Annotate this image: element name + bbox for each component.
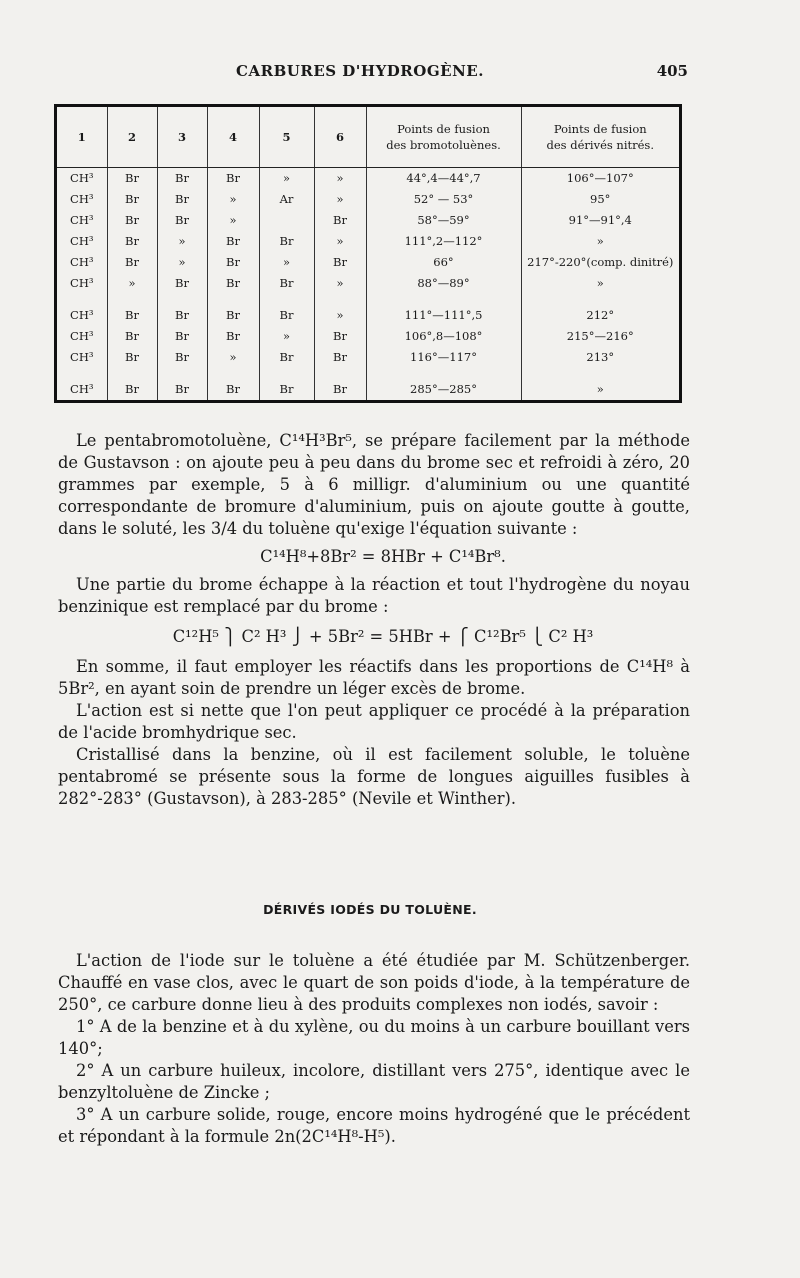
- table-row-gap: [57, 368, 679, 379]
- table-row: [57, 305, 679, 326]
- table-row: [57, 273, 679, 294]
- table-cell-c1: CH³: [70, 254, 94, 269]
- table-cell-melt: 88°—89°: [366, 273, 521, 294]
- table-cell-c6: Br: [314, 326, 366, 347]
- table-cell-c5: Br: [259, 347, 314, 368]
- table-cell-c4: Br: [207, 231, 259, 252]
- table-cell-c1: CH³: [70, 233, 94, 248]
- table-row: [57, 379, 679, 400]
- table-cell-nitro: »: [521, 379, 679, 400]
- table-cell-c3: Br: [157, 305, 207, 326]
- table-cell-c6: »: [314, 231, 366, 252]
- table-row: [57, 252, 679, 273]
- table-cell-melt: 58°—59°: [366, 210, 521, 231]
- table-cell-melt: 111°,2—112°: [366, 231, 521, 252]
- table-cell-c6: Br: [314, 379, 366, 400]
- table-cell-c1: CH³: [70, 192, 94, 207]
- table-cell-c5: Ar: [259, 189, 314, 210]
- table-cell-c6: »: [314, 273, 366, 294]
- nitro-point-header: [521, 107, 679, 168]
- table-row: [57, 231, 679, 252]
- table-cell-c3: Br: [157, 326, 207, 347]
- table-cell-c4: Br: [207, 326, 259, 347]
- table-cell-c3: »: [157, 252, 207, 273]
- table-cell-c5: Br: [259, 273, 314, 294]
- table-cell-c5: [259, 210, 314, 231]
- table-cell-c3: Br: [157, 347, 207, 368]
- table-cell-c1: CH³: [70, 349, 94, 364]
- paragraph-pentabromotoluene: Le pentabromotoluène, C¹⁴H³Br⁵, se prépare facilement par la méthode de Gustavson : on ajoute peu à peu dans du brome sec et refroidi à zéro, 20 grammes par exemple, 5 à 6 milligr. d'aluminium ou une quantité correspondante de bromure d'aluminium, puis on ajoute goutte à goutte, dans le soluté, les 3/4 du toluène qu'exige l'équation suivante :: [58, 431, 690, 538]
- table-cell-c3: Br: [157, 168, 207, 190]
- table-cell-c4: »: [207, 189, 259, 210]
- table-cell-c2: Br: [107, 326, 157, 347]
- table-row: [57, 189, 679, 210]
- table-cell-nitro: 95°: [521, 189, 679, 210]
- table-cell-nitro: 217°-220°(comp. dinitré): [521, 252, 679, 273]
- table-cell-c5: Br: [259, 231, 314, 252]
- section-heading: DÉRIVÉS IODÉS DU TOLUÈNE.: [263, 902, 477, 917]
- melting-header-line2: des bromotoluènes.: [386, 138, 501, 152]
- table-cell-nitro: »: [521, 231, 679, 252]
- table-cell-c3: Br: [157, 273, 207, 294]
- page-header: [0, 62, 800, 86]
- paragraph-crystallization: Cristallisé dans la benzine, où il est facilement soluble, le toluène pentabromé se présente sous la forme de longues aiguilles fusibles à 282°-283° (Gustavson), à 283-285° (Nevile et Winther).: [58, 745, 690, 808]
- running-title: CARBURES D'HYDROGÈNE.: [236, 62, 484, 80]
- table-header-row: [57, 107, 679, 168]
- table-cell-nitro: 212°: [521, 305, 679, 326]
- paragraph-iodine: L'action de l'iode sur le toluène a été étudiée par M. Schützenberger. Chauffé en vase clos, avec le quart de son poids d'iode, à la température de 250°, ce carbure donne lieu à des produits complexes non iodés, savoir :: [58, 951, 690, 1014]
- table-cell-c2: Br: [107, 305, 157, 326]
- table-cell-c4: Br: [207, 305, 259, 326]
- table-cell-melt: 285°—285°: [366, 379, 521, 400]
- bromotoluene-table: [54, 104, 682, 403]
- table-cell-c6: Br: [314, 210, 366, 231]
- table-cell-c5: »: [259, 252, 314, 273]
- iodine-section-text: [58, 950, 690, 1148]
- table-cell-melt: 44°,4—44°,7: [366, 168, 521, 190]
- equation-2: C¹²H⁵ ⎫ C² H³ ⎭ + 5Br² = 5HBr + ⎧ C¹²Br⁵ ⎩ C² H³: [172, 627, 594, 646]
- table-cell-nitro: 215°—216°: [521, 326, 679, 347]
- col-header-3: 3: [157, 107, 207, 168]
- table-cell-c1: CH³: [70, 382, 94, 397]
- table-cell-c5: »: [259, 168, 314, 190]
- table-cell-nitro: »: [521, 273, 679, 294]
- melting-header-line1: Points de fusion: [397, 122, 490, 136]
- table-row: [57, 347, 679, 368]
- table-cell-c5: Br: [259, 379, 314, 400]
- paragraph-action: L'action est si nette que l'on peut appliquer ce procédé à la préparation de l'acide bromhydrique sec.: [58, 701, 690, 742]
- col-header-6: 6: [314, 107, 366, 168]
- table-cell-melt: 111°—111°,5: [366, 305, 521, 326]
- col-header-4: 4: [207, 107, 259, 168]
- table-cell-c4: Br: [207, 252, 259, 273]
- table-row: [57, 168, 679, 190]
- table-cell-c1: CH³: [70, 328, 94, 343]
- table-row-gap: [57, 294, 679, 305]
- col-header-1: 1: [57, 107, 107, 168]
- page-number: 405: [656, 62, 688, 80]
- table-cell-c3: »: [157, 231, 207, 252]
- list-item-2: 2° A un carbure huileux, incolore, distillant vers 275°, identique avec le benzyltoluène de Zincke ;: [58, 1061, 690, 1102]
- table-cell-nitro: 91°—91°,4: [521, 210, 679, 231]
- table-body: [57, 168, 679, 401]
- table-cell-c1: CH³: [70, 213, 94, 228]
- table-cell-c3: Br: [157, 189, 207, 210]
- table-cell-c6: Br: [314, 252, 366, 273]
- table-cell-c2: »: [107, 273, 157, 294]
- table-cell-c6: »: [314, 189, 366, 210]
- paragraph-proportions: En somme, il faut employer les réactifs dans les proportions de C¹⁴H⁸ à 5Br², en ayant soin de prendre un léger excès de brome.: [58, 657, 690, 698]
- melting-point-header: [366, 107, 521, 168]
- nitro-header-line2: des dérivés nitrés.: [546, 138, 654, 152]
- table-row: [57, 210, 679, 231]
- nitro-header-line1: Points de fusion: [553, 122, 647, 136]
- table-row: [57, 326, 679, 347]
- table-cell-nitro: 106°—107°: [521, 168, 679, 190]
- table-cell-c6: »: [314, 168, 366, 190]
- table-cell-c2: Br: [107, 210, 157, 231]
- table-cell-c2: Br: [107, 189, 157, 210]
- table-cell-c2: Br: [107, 231, 157, 252]
- paragraph-reaction: Une partie du brome échappe à la réaction et tout l'hydrogène du noyau benzinique est remplacé par du brome :: [58, 575, 690, 616]
- table-cell-nitro: 213°: [521, 347, 679, 368]
- table-cell-c1: CH³: [70, 275, 94, 290]
- table-cell-c6: Br: [314, 347, 366, 368]
- table-cell-c1: CH³: [70, 308, 94, 323]
- table-cell-c3: Br: [157, 379, 207, 400]
- table-cell-c6: »: [314, 305, 366, 326]
- table-cell-c2: Br: [107, 168, 157, 190]
- table-cell-melt: 116°—117°: [366, 347, 521, 368]
- table-cell-c4: »: [207, 210, 259, 231]
- col-header-5: 5: [259, 107, 314, 168]
- table-cell-c4: »: [207, 347, 259, 368]
- main-text: [58, 430, 690, 810]
- list-item-3: 3° A un carbure solide, rouge, encore moins hydrogéné que le précédent et répondant à la formule 2n(2C¹⁴H⁸-H⁵).: [58, 1105, 690, 1146]
- table-cell-c4: Br: [207, 379, 259, 400]
- table-cell-melt: 52° — 53°: [366, 189, 521, 210]
- table-cell-melt: 66°: [366, 252, 521, 273]
- table-cell-c5: Br: [259, 305, 314, 326]
- col-header-2: 2: [107, 107, 157, 168]
- table-cell-c5: »: [259, 326, 314, 347]
- table-cell-c2: Br: [107, 347, 157, 368]
- table-cell-c1: CH³: [70, 171, 94, 186]
- table-cell-c4: Br: [207, 168, 259, 190]
- table-cell-c2: Br: [107, 379, 157, 400]
- table-cell-melt: 106°,8—108°: [366, 326, 521, 347]
- table-cell-c4: Br: [207, 273, 259, 294]
- data-table: [57, 107, 679, 400]
- table-cell-c3: Br: [157, 210, 207, 231]
- equation-1: C¹⁴H⁸+8Br² = 8HBr + C¹⁴Br⁸.: [260, 547, 506, 566]
- table-cell-c2: Br: [107, 252, 157, 273]
- list-item-1: 1° A de la benzine et à du xylène, ou du moins à un carbure bouillant vers 140°;: [58, 1017, 690, 1058]
